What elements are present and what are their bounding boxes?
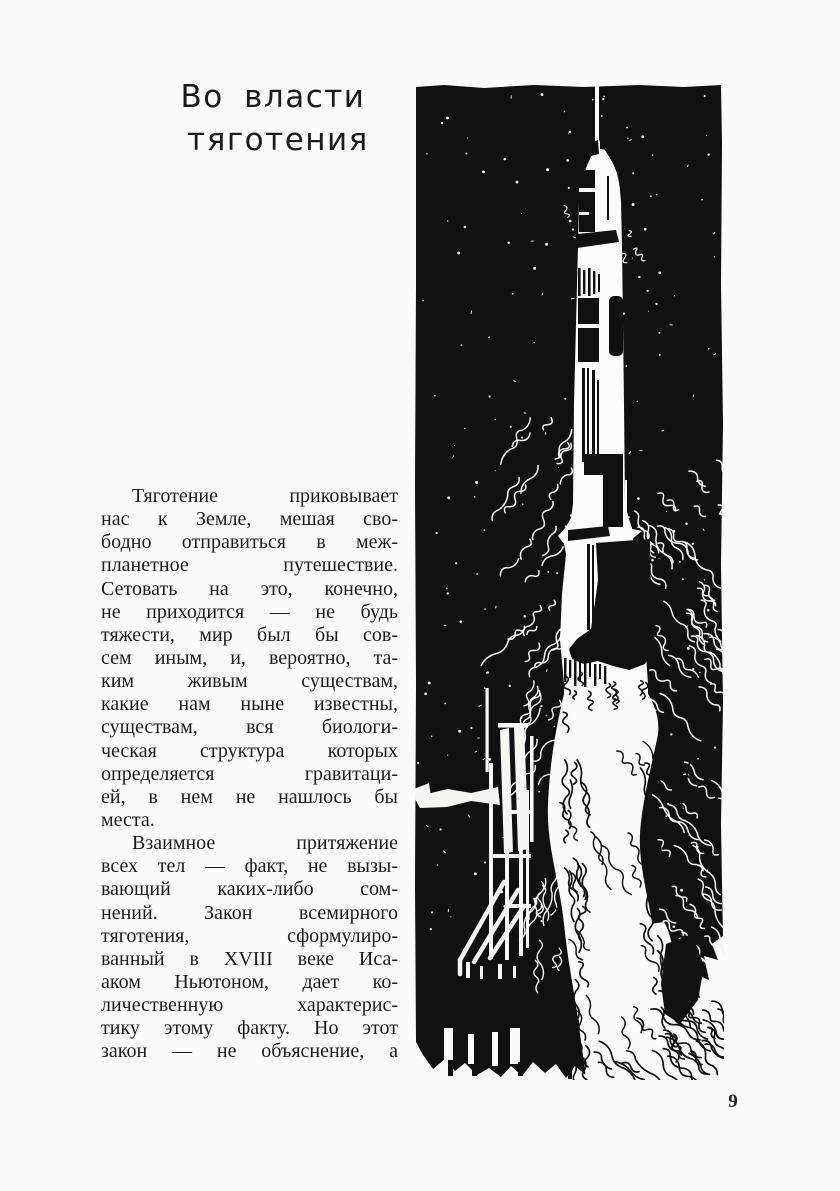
text-line: не приходится — не будь (101, 600, 398, 623)
text-line: Сетовать на это, конечно, (101, 577, 398, 600)
text-line: сем иным, и, вероятно, та- (101, 646, 398, 669)
text-line: существам, вся биологи- (101, 716, 398, 739)
text-line: аком Ньютоном, дает ко- (101, 970, 398, 993)
text-line: бодно отправиться в меж- (101, 531, 398, 554)
text-line: тику этому факту. Но этот (101, 1017, 398, 1040)
page-number: 9 (728, 1091, 738, 1112)
text-line: ей, в нем не нашлось бы (101, 785, 398, 808)
text-line: всех тел — факт, не вызы- (101, 855, 398, 878)
text-line: определяется гравитаци- (101, 762, 398, 785)
rocket-launch-illustration (414, 84, 724, 1080)
text-line: ческая структура которых (101, 739, 398, 762)
text-line: Взаимное притяжение (132, 832, 398, 855)
rocket-launch-ink-drawing (414, 84, 724, 1080)
text-line: тяготения, сформулиро- (101, 924, 398, 947)
chapter-title-line2: тяготения (187, 122, 369, 158)
text-line: ким живым существам, (101, 670, 398, 693)
text-line: ванный в XVIII веке Иса- (101, 947, 398, 970)
chapter-title-line1: Во власти (180, 79, 366, 115)
text-line: вающий каких-либо сом- (101, 878, 398, 901)
text-line: закон — не объяснение, а (101, 1040, 398, 1063)
chapter-title (150, 76, 396, 162)
text-line: тяжести, мир был бы сов- (101, 623, 398, 646)
body-text-column (101, 485, 398, 1064)
text-line: личественную характерис- (101, 994, 398, 1017)
text-line: нений. Закон всемирного (101, 901, 398, 924)
text-line: места. (101, 808, 155, 831)
text-line: Тяготение приковывает (132, 485, 398, 507)
text-line: какие нам ныне известны, (101, 693, 398, 716)
text-line: нас к Земле, мешая сво- (101, 508, 398, 531)
text-line: планетное путешествие. (101, 554, 398, 577)
